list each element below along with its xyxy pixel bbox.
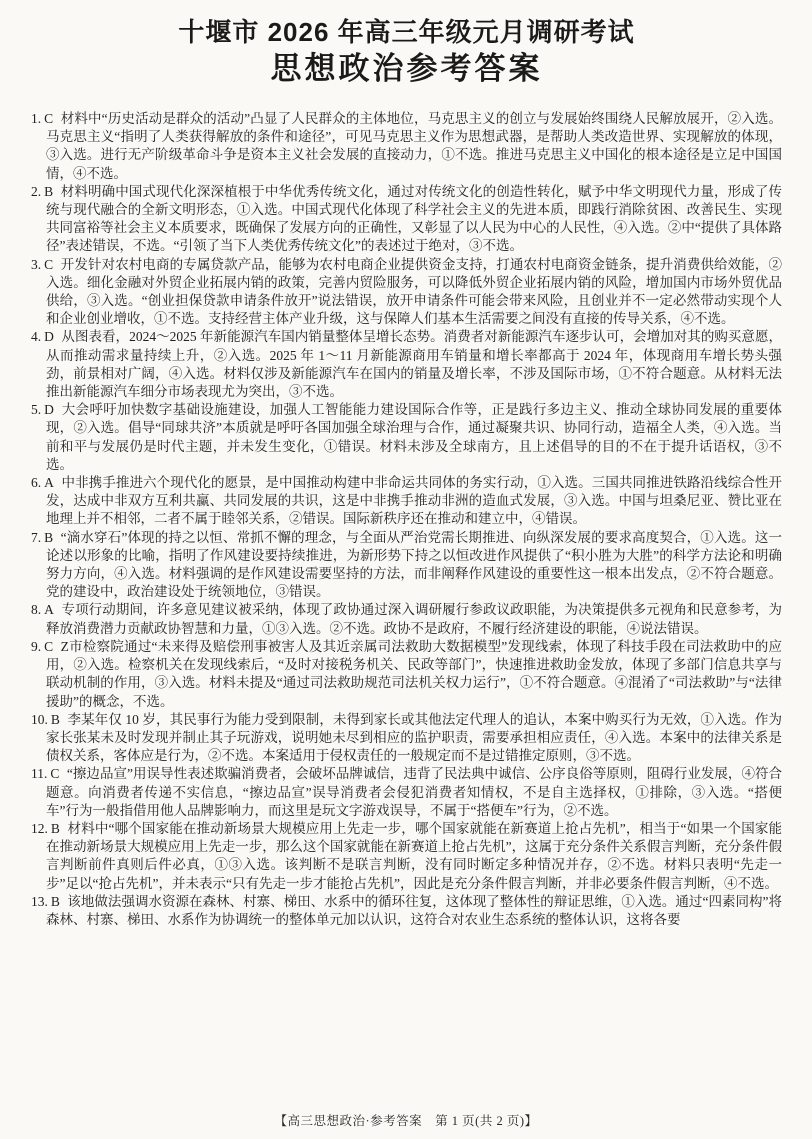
answer-item-12 — [31, 820, 782, 893]
answer-letter: C — [50, 766, 60, 782]
answer-item-3 — [31, 256, 782, 329]
answer-number: 2. — [31, 183, 42, 199]
answer-text: 材料明确中国式现代化深深植根于中华优秀传统文化，通过对传统文化的创造性转化，赋予中华文明现代力量，形成了传统与现代融合的全新文明形态，①入选。中国式现代化体现了科学社会主义的先进本质，即践行消除贫困、改善民生、实现共同富裕等社会主义本质要求，既确保了发展方向的正确性，又彰显了以人民为中心的人民性，④入选。②中“提供了具体路径”表述错误，不选。“引领了当下人类优秀传统文化”的表述过于绝对，③不选。 — [46, 183, 782, 254]
answer-number: 10. — [31, 711, 48, 727]
answer-number: 8. — [31, 602, 42, 618]
answer-letter: C — [44, 111, 54, 126]
answer-item-11 — [31, 765, 782, 820]
answer-letter: B — [50, 893, 61, 909]
answer-letter: D — [44, 329, 55, 345]
answer-number: 13. — [31, 893, 48, 909]
answer-text: “滴水穿石”体现的持之以恒、常抓不懈的理念，与全面从严治党需长期推进、向纵深发展的要求高度契合，①入选。这一论述以形象的比喻，指明了作风建设要持续推进，为新形势下持之以恒改进作风提供了“积小胜为大胜”的科学方法论和明确努力方向，④入选。材料强调的是作风建设需要坚持的方法，而非阐释作风建设的重要性这一根本出发点，②不符合题意。党的建设中，政治建设处于统领地位，③错误。 — [46, 529, 782, 600]
answer-number: 7. — [31, 529, 42, 545]
answer-number: 5. — [31, 402, 42, 418]
answer-text: 该地做法强调水资源在森林、村寨、梯田、水系中的循环往复，这体现了整体性的辩证思维，①入选。通过“四素同构”将森林、村寨、梯田、水系作为协调统一的整体单元加以认识，这符合对农业生态系统的整体认识，这将各要 — [46, 893, 782, 927]
answer-text: 李某年仅 10 岁，其民事行为能力受到限制，未得到家长或其他法定代理人的追认，本案中购买行为无效，①入选。作为家长张某未及时发现并制止其子玩游戏，说明她未尽到相应的监护职责，需要承担相应责任，④入选。本案中的法律关系是债权关系，客体应是行为，②不选。本案适用于侵权责任的一般规定而不是过错推定原则，③不选。 — [46, 711, 782, 764]
answer-item-13 — [31, 893, 782, 929]
answer-text: 材料中“历史活动是群众的活动”凸显了人民群众的主体地位，马克思主义的创立与发展始终围绕人民解放展开，②入选。马克思主义“指明了人类获得解放的条件和途径”，可见马克思主义作为思想武器，是帮助人类改造世界、实现解放的体现，③入选。进行无产阶级革命斗争是资本主义社会发展的直接动力，①不选。推进马克思主义中国化的根本途径是立足中国国情，④不选。 — [46, 111, 782, 181]
answer-number: 12. — [31, 820, 48, 836]
answer-item-5 — [31, 401, 782, 474]
answer-letter: A — [44, 475, 55, 491]
answer-letter: B — [44, 183, 54, 199]
answer-text: 中非携手推进六个现代化的愿景，是中国推动构建中非命运共同体的务实行动，①入选。三国共同推进铁路沿线综合性开发，达成中非双方互利共赢、共同发展的共识，这是中非携手推动非洲的造血式发展，③入选。中国与坦桑尼亚、赞比亚在地理上并不相邻，二者不属于睦邻关系，②错误。国际新秩序还在推动和建立中，④错误。 — [46, 475, 782, 527]
answer-text: 大会呼吁加快数字基础设施建设，加强人工智能能力建设国际合作等，正是践行多边主义、推动全球协同发展的重要体现，②入选。倡导“同球共济”本质就是呼吁各国加强全球治理与合作，通过凝聚共识、协同行动，造福全人类，④入选。当前和平与发展仍是时代主题，并未发生变化，①错误。材料未涉及全球南方，且上述倡导的目的不在于提升话语权，③不选。 — [46, 402, 782, 472]
answer-letter: C — [44, 638, 54, 654]
answer-letter: D — [44, 402, 55, 418]
answer-letter: B — [50, 820, 61, 836]
page-title: 十堰市 2026 年高三年级元月调研考试 — [178, 17, 635, 47]
answer-number: 3. — [31, 256, 42, 272]
title-block — [31, 16, 782, 88]
answer-number: 1. — [31, 111, 42, 126]
answer-text: “擦边品宣”用误导性表述欺骗消费者，会破坏品牌诚信，违背了民法典中诚信、公序良俗等原则，阻碍行业发展，④符合题意。向消费者传递不实信息，“擦边品宣”误导消费者会侵犯消费者知情权，不是自主选择权，①排除，③入选。“搭便车”行为一般指借用他人品牌影响力，而这里是玩文字游戏误导，不属于“搭便车”行为，②不选。 — [46, 766, 782, 818]
answer-item-1 — [31, 110, 782, 183]
answer-number: 6. — [31, 475, 42, 491]
page-footer: 【高三思想政治·参考答案 第 1 页(共 2 页)】 — [274, 1114, 538, 1128]
answer-item-6 — [31, 474, 782, 529]
answer-item-8 — [31, 601, 782, 637]
answer-letter: A — [44, 602, 55, 618]
answer-item-7 — [31, 529, 782, 602]
answer-item-2 — [31, 183, 782, 256]
answer-letter: B — [50, 711, 61, 727]
answer-item-4 — [31, 328, 782, 401]
answer-text: 开发针对农村电商的专属贷款产品，能够为农村电商企业提供资金支持，打通农村电商资金链条，提升消费供给效能，②入选。细化金融对外贸企业拓展内销的政策，完善内贸险服务，可以降低外贸企业拓展内销的风险，增加国内市场外贸优品供给，③入选。“创业担保贷款申请条件放开”说法错误，放开申请条件可能会带来风险，且创业并不一定必然带动实现个人和企业创业增收，①不选。支持经营主体产业升级，这与保障人们基本生活需要之间没有直接的传导关系，④不选。 — [46, 256, 782, 327]
answer-text: 专项行动期间，许多意见建议被采纳，体现了政协通过深入调研履行参政议政职能，为决策提供多元视角和民意参考，为释放消费潜力贡献政协智慧和力量，①③入选。②不选。政协不是政府，不履行经济建设的职能，④说法错误。 — [46, 602, 782, 636]
answer-text: Z市检察院通过“未来得及赔偿刑事被害人及其近亲属司法救助大数据模型”发现线索，体现了科技手段在司法救助中的应用，②入选。检察机关在发现线索后，“及时对接税务机关、民政等部门”，快速推进救助金发放，体现了多部门信息共享与联动机制的作用，③入选。材料未提及“通过司法救助规范司法机关权力运行”，①不符合题意。④混淆了“司法救助”与“法律援助”的概念，不选。 — [46, 638, 782, 709]
page-subtitle: 思想政治参考答案 — [270, 51, 543, 86]
answer-letter: C — [44, 256, 54, 272]
answer-text: 从图表看，2024～2025 年新能源汽车国内销量整体呈增长态势。消费者对新能源汽车逐步认可，会增加对其的购买意愿，从而推动需求量持续上升，②入选。2025 年 1～11 月新能源商用车销量和增长率都高于 2024 年，体现商用车增长势头强劲，前景相对广阔，④入选。材料仅涉及新能源汽车在国内的销量及增长率，不涉及国际市场，①不符合题意。从材料无法推出新能源汽车细分市场表现尤为突出，③不选。 — [46, 329, 782, 400]
answer-letter: B — [44, 529, 54, 545]
answer-item-10 — [31, 711, 782, 766]
answers-list — [31, 110, 782, 929]
answer-number: 11. — [31, 766, 48, 782]
answer-number: 9. — [31, 638, 42, 654]
answer-item-9 — [31, 638, 782, 711]
answer-number: 4. — [31, 329, 42, 345]
answer-text: 材料中“哪个国家能在推动新场景大规模应用上先走一步，哪个国家就能在新赛道上抢占先机”，相当于“如果一个国家能在推动新场景大规模应用上先走一步，那么这个国家就能在新赛道上抢占先机”，这属于充分条件关系假言判断，充分条件假言判断前件真则后件必真，①③入选。该判断不是联言判断，没有同时断定多种情况并存，②不选。材料只表明“先走一步”足以“抢占先机”，并未表示“只有先走一步才能抢占先机”，因此是充分条件假言判断，并非必要条件假言判断，④不选。 — [46, 820, 782, 891]
